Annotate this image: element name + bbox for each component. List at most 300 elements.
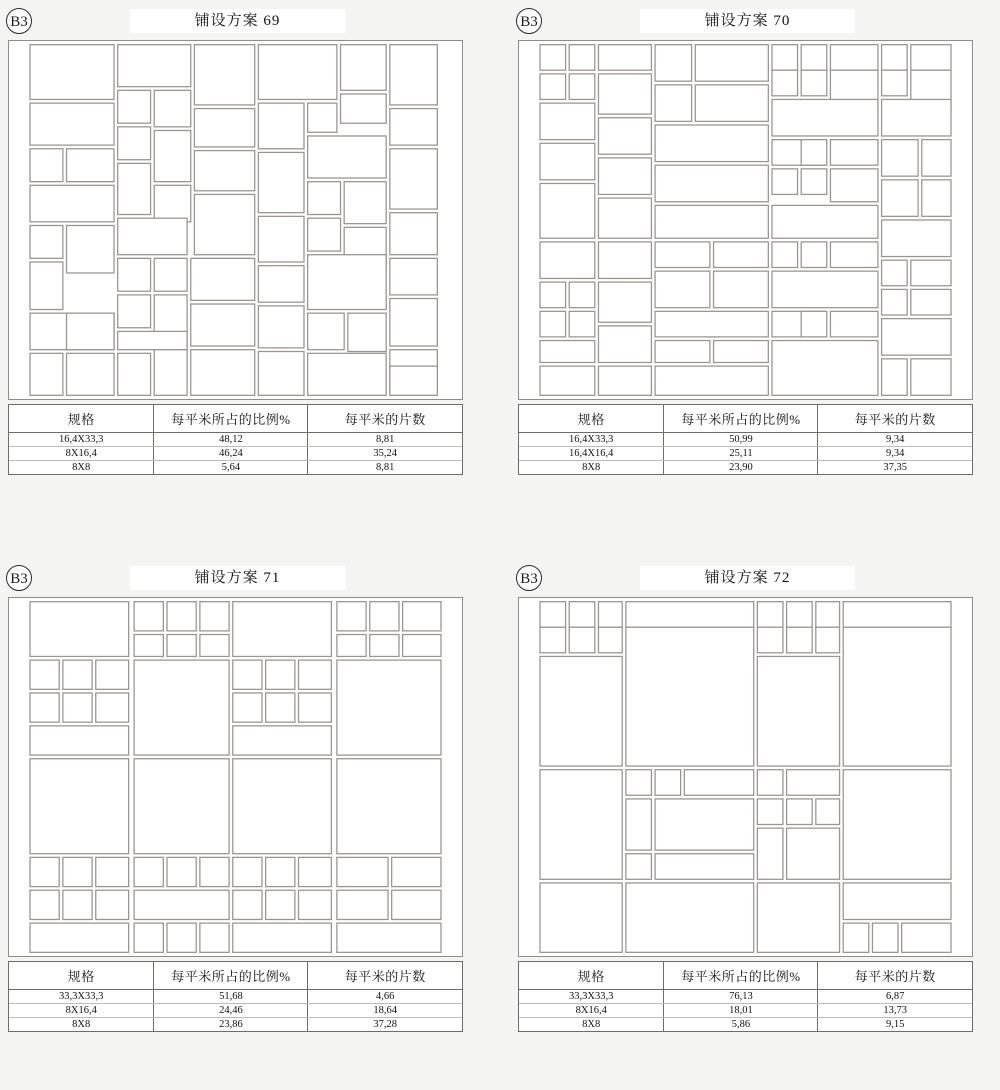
tile bbox=[258, 352, 304, 396]
table-row bbox=[9, 1004, 462, 1018]
tile bbox=[200, 857, 229, 886]
tile bbox=[911, 45, 951, 71]
cell-count: 9,15 bbox=[886, 1019, 905, 1030]
tile bbox=[167, 602, 196, 631]
tile bbox=[540, 366, 595, 395]
legend-header-spec: 规格 bbox=[519, 405, 664, 433]
table-row bbox=[519, 1004, 972, 1018]
tile bbox=[772, 341, 878, 396]
tile bbox=[266, 857, 295, 886]
tile bbox=[540, 282, 566, 308]
tile bbox=[258, 45, 337, 100]
tile bbox=[655, 770, 681, 796]
tile bbox=[370, 602, 399, 631]
tile bbox=[258, 103, 304, 149]
panel-header bbox=[510, 563, 980, 593]
tile bbox=[882, 289, 908, 315]
tile bbox=[787, 627, 813, 653]
tile bbox=[598, 602, 622, 628]
tile bbox=[626, 854, 652, 880]
tile bbox=[392, 890, 441, 919]
tile bbox=[757, 656, 839, 766]
tile bbox=[308, 103, 337, 132]
tile bbox=[902, 923, 951, 952]
tile bbox=[787, 770, 840, 796]
tile bbox=[194, 151, 254, 191]
tile bbox=[67, 313, 114, 350]
tile bbox=[390, 299, 437, 346]
tile bbox=[882, 319, 951, 356]
tile bbox=[569, 45, 595, 71]
tile-layout-diagram-70 bbox=[518, 40, 973, 400]
tile bbox=[772, 271, 878, 308]
tile bbox=[258, 216, 304, 262]
tile bbox=[569, 627, 595, 653]
tile bbox=[299, 857, 332, 886]
tile bbox=[882, 140, 919, 177]
tile bbox=[96, 857, 129, 886]
tile bbox=[830, 169, 877, 202]
tile bbox=[200, 602, 229, 631]
tile bbox=[191, 258, 255, 300]
tile bbox=[233, 759, 332, 854]
tile bbox=[655, 799, 754, 850]
cell-ratio: 18,01 bbox=[664, 1004, 818, 1018]
tile bbox=[714, 341, 769, 363]
tile bbox=[191, 304, 255, 346]
tile bbox=[390, 258, 437, 295]
tile bbox=[118, 295, 151, 328]
tile bbox=[772, 205, 878, 238]
tile bbox=[757, 883, 839, 952]
tile bbox=[598, 627, 622, 653]
tile bbox=[154, 90, 191, 127]
tile-layout-svg bbox=[519, 41, 972, 399]
tile bbox=[540, 311, 566, 337]
tile bbox=[540, 74, 566, 100]
tile bbox=[233, 923, 332, 952]
cell-spec: 8X16,4 bbox=[9, 1004, 154, 1018]
cell-count: 18,64 bbox=[308, 1004, 462, 1018]
cell-ratio: 24,46 bbox=[154, 1004, 308, 1018]
tile bbox=[882, 359, 908, 396]
tile bbox=[540, 602, 566, 628]
tile bbox=[569, 282, 595, 308]
cell-spec: 8X8 bbox=[9, 461, 154, 475]
tile bbox=[830, 45, 877, 71]
tile bbox=[344, 182, 386, 224]
tile bbox=[233, 890, 262, 919]
tile bbox=[337, 890, 388, 919]
tile bbox=[801, 242, 827, 268]
tile bbox=[801, 140, 827, 166]
tile bbox=[540, 627, 566, 653]
cell-spec: 16,4X33,3 bbox=[9, 433, 154, 447]
tile bbox=[540, 45, 566, 71]
panel-header bbox=[0, 6, 470, 36]
legend-header-ratio: 每平米所占的比例% bbox=[664, 405, 818, 433]
tile bbox=[569, 602, 595, 628]
cell-count: 6,87 bbox=[818, 990, 972, 1004]
legend-table-72 bbox=[518, 961, 973, 1032]
cell-spec: 16,4X16,4 bbox=[519, 447, 664, 461]
tile bbox=[167, 923, 196, 952]
tile bbox=[655, 165, 768, 202]
tile bbox=[299, 660, 332, 689]
tile bbox=[266, 890, 295, 919]
tile bbox=[134, 602, 163, 631]
tile bbox=[337, 857, 388, 886]
tile bbox=[843, 602, 951, 628]
tile bbox=[308, 255, 387, 310]
tile bbox=[390, 149, 437, 209]
tile bbox=[540, 770, 622, 880]
tile bbox=[191, 350, 255, 396]
tile bbox=[30, 353, 63, 395]
tile bbox=[655, 205, 768, 238]
tile bbox=[598, 74, 651, 114]
tile bbox=[757, 770, 783, 796]
tile bbox=[154, 185, 191, 222]
tile bbox=[30, 923, 129, 952]
tile bbox=[30, 890, 59, 919]
tile bbox=[30, 602, 129, 657]
tile bbox=[63, 890, 92, 919]
tile bbox=[772, 169, 798, 195]
tile bbox=[63, 660, 92, 689]
tile bbox=[655, 45, 692, 82]
tile bbox=[308, 218, 341, 251]
tile bbox=[911, 289, 951, 315]
tile bbox=[30, 262, 63, 309]
legend-header-count: 每平米的片数 bbox=[818, 962, 972, 990]
tile bbox=[67, 149, 114, 182]
tile bbox=[569, 74, 595, 100]
tile bbox=[757, 828, 783, 879]
tile bbox=[772, 45, 798, 71]
tile bbox=[540, 143, 595, 180]
cell-count: 13,73 bbox=[818, 1004, 972, 1018]
series-badge: B3 bbox=[6, 565, 32, 591]
tile bbox=[911, 260, 951, 286]
series-badge: B3 bbox=[516, 565, 542, 591]
tile bbox=[882, 70, 908, 96]
tile bbox=[194, 45, 254, 105]
panel-header bbox=[0, 563, 470, 593]
tile bbox=[695, 45, 768, 82]
tile bbox=[134, 857, 163, 886]
legend-header-count: 每平米的片数 bbox=[818, 405, 972, 433]
table-row bbox=[9, 1018, 462, 1032]
cell-ratio: 23,90 bbox=[664, 461, 818, 475]
table-row bbox=[9, 433, 462, 447]
tile-layout-svg bbox=[9, 598, 462, 956]
tile bbox=[626, 627, 754, 766]
panel-plan-70 bbox=[510, 6, 980, 473]
cell-count: 37,35 bbox=[883, 462, 908, 473]
tile bbox=[816, 627, 840, 653]
tile bbox=[233, 726, 332, 755]
tile bbox=[911, 359, 951, 396]
table-row bbox=[519, 1018, 972, 1032]
tile bbox=[30, 693, 59, 722]
page-title: 铺设方案 72 bbox=[640, 566, 855, 590]
cell-ratio: 25,11 bbox=[664, 447, 818, 461]
cell-ratio: 46,24 bbox=[154, 447, 308, 461]
tile bbox=[655, 854, 754, 880]
tile bbox=[626, 770, 652, 796]
tile bbox=[341, 94, 387, 123]
tile bbox=[403, 635, 441, 657]
tile bbox=[598, 282, 651, 322]
tile bbox=[337, 660, 441, 755]
tile bbox=[655, 311, 768, 337]
tile bbox=[772, 242, 798, 268]
tile bbox=[30, 225, 63, 258]
tile bbox=[341, 45, 387, 91]
tile bbox=[757, 627, 783, 653]
tile bbox=[540, 341, 595, 363]
tile bbox=[598, 118, 651, 155]
tile bbox=[392, 857, 441, 886]
panel-plan-71 bbox=[0, 563, 470, 1030]
cell-count: 9,34 bbox=[818, 447, 972, 461]
page-title: 铺设方案 69 bbox=[130, 9, 345, 33]
table-row bbox=[519, 990, 972, 1004]
cell-ratio: 5,86 bbox=[664, 1018, 818, 1032]
tile bbox=[194, 109, 254, 147]
cell-ratio: 76,13 bbox=[664, 990, 818, 1004]
tile bbox=[134, 923, 163, 952]
page-title: 铺设方案 71 bbox=[130, 566, 345, 590]
tile bbox=[714, 242, 769, 268]
tile bbox=[598, 45, 651, 71]
cell-spec: 8X8 bbox=[9, 1018, 154, 1032]
legend-table-69 bbox=[8, 404, 463, 475]
tile bbox=[772, 99, 878, 136]
tile bbox=[337, 602, 366, 631]
series-badge: B3 bbox=[6, 8, 32, 34]
tile bbox=[154, 258, 187, 291]
tile-layout-diagram-69 bbox=[8, 40, 463, 400]
tile bbox=[118, 258, 151, 291]
tile bbox=[540, 656, 622, 766]
tile bbox=[233, 693, 262, 722]
tile bbox=[233, 857, 262, 886]
tile bbox=[801, 70, 827, 96]
legend-header-count: 每平米的片数 bbox=[308, 962, 462, 990]
tile bbox=[118, 353, 151, 395]
tile bbox=[830, 140, 877, 166]
tile bbox=[801, 169, 827, 195]
tile bbox=[96, 660, 129, 689]
tile bbox=[233, 660, 262, 689]
cell-ratio: 50,99 bbox=[664, 433, 818, 447]
tile bbox=[200, 635, 229, 657]
tile bbox=[598, 158, 651, 195]
tile bbox=[258, 152, 304, 212]
tile bbox=[134, 660, 229, 755]
tile bbox=[626, 883, 754, 952]
tile bbox=[882, 99, 951, 136]
legend-header-ratio: 每平米所占的比例% bbox=[664, 962, 818, 990]
tile bbox=[96, 693, 129, 722]
tile bbox=[922, 140, 951, 177]
tile bbox=[30, 759, 129, 854]
tile bbox=[882, 260, 908, 286]
cell-ratio: 48,12 bbox=[154, 433, 308, 447]
tile bbox=[390, 109, 437, 146]
tile bbox=[655, 242, 710, 268]
tile bbox=[569, 311, 595, 337]
legend-header-ratio: 每平米所占的比例% bbox=[154, 962, 308, 990]
tile bbox=[134, 759, 229, 854]
cell-ratio: 5,64 bbox=[154, 461, 308, 475]
legend-header-spec: 规格 bbox=[9, 962, 154, 990]
tile bbox=[67, 353, 114, 395]
tile bbox=[390, 213, 437, 255]
table-row bbox=[9, 461, 462, 475]
tile bbox=[63, 693, 92, 722]
tile bbox=[96, 890, 129, 919]
panel-plan-69 bbox=[0, 6, 470, 473]
tile bbox=[63, 857, 92, 886]
tile bbox=[30, 857, 59, 886]
tile bbox=[801, 311, 827, 337]
panel-header bbox=[510, 6, 980, 36]
tile bbox=[118, 218, 187, 255]
tile bbox=[118, 45, 191, 87]
tile bbox=[540, 183, 595, 238]
tile bbox=[134, 890, 229, 919]
tile bbox=[816, 799, 840, 825]
tile bbox=[801, 45, 827, 71]
cell-spec: 8X8 bbox=[519, 1018, 664, 1032]
tile bbox=[540, 883, 622, 952]
tile bbox=[598, 326, 651, 363]
tile bbox=[787, 828, 840, 879]
tile bbox=[882, 45, 908, 71]
tile bbox=[598, 242, 651, 279]
tile bbox=[30, 45, 114, 100]
tile-layout-svg bbox=[9, 41, 462, 399]
panel-plan-72 bbox=[510, 563, 980, 1030]
table-row bbox=[519, 461, 972, 475]
cell-count: 37,28 bbox=[373, 1019, 398, 1030]
cell-ratio: 23,86 bbox=[154, 1018, 308, 1032]
tile bbox=[843, 883, 951, 920]
tile bbox=[598, 198, 651, 238]
tile bbox=[30, 149, 63, 182]
tile bbox=[308, 136, 387, 178]
tile bbox=[787, 602, 813, 628]
cell-count: 9,34 bbox=[818, 433, 972, 447]
tile bbox=[655, 271, 710, 308]
tile bbox=[757, 602, 783, 628]
tile bbox=[154, 350, 187, 396]
tile bbox=[626, 799, 652, 850]
tile bbox=[266, 660, 295, 689]
tile bbox=[540, 103, 595, 140]
tile bbox=[843, 627, 951, 766]
tile bbox=[30, 185, 114, 222]
tile bbox=[843, 770, 951, 880]
tile bbox=[830, 311, 877, 337]
tile bbox=[872, 923, 898, 952]
tile bbox=[30, 660, 59, 689]
tile bbox=[67, 225, 114, 272]
tile bbox=[655, 341, 710, 363]
tile bbox=[30, 103, 114, 145]
cell-ratio: 51,68 bbox=[154, 990, 308, 1004]
legend-header-ratio: 每平米所占的比例% bbox=[154, 405, 308, 433]
tile bbox=[299, 693, 332, 722]
table-row bbox=[9, 990, 462, 1004]
tile bbox=[308, 313, 345, 350]
tile-layout-diagram-71 bbox=[8, 597, 463, 957]
legend-header-spec: 规格 bbox=[9, 405, 154, 433]
legend-header-count: 每平米的片数 bbox=[308, 405, 462, 433]
tile bbox=[370, 635, 399, 657]
tile bbox=[882, 220, 951, 257]
tile bbox=[194, 194, 254, 254]
cell-spec: 16,4X33,3 bbox=[519, 433, 664, 447]
tile bbox=[390, 366, 437, 395]
tile bbox=[233, 602, 332, 657]
cell-count: 8,81 bbox=[376, 462, 395, 473]
tile bbox=[337, 635, 366, 657]
tile bbox=[154, 131, 191, 182]
tile bbox=[830, 242, 877, 268]
cell-spec: 33,3X33,3 bbox=[519, 990, 664, 1004]
cell-count: 4,66 bbox=[308, 990, 462, 1004]
cell-spec: 8X8 bbox=[519, 461, 664, 475]
tile bbox=[258, 306, 304, 348]
tile bbox=[390, 45, 437, 105]
tile bbox=[118, 127, 151, 160]
tile bbox=[258, 266, 304, 303]
tile bbox=[167, 635, 196, 657]
tile bbox=[714, 271, 769, 308]
tile bbox=[30, 726, 129, 755]
tile bbox=[626, 602, 754, 628]
cell-count: 8,81 bbox=[308, 433, 462, 447]
table-row bbox=[9, 447, 462, 461]
legend-table-70 bbox=[518, 404, 973, 475]
legend-header-spec: 规格 bbox=[519, 962, 664, 990]
tile bbox=[772, 70, 798, 96]
tile bbox=[266, 693, 295, 722]
tile bbox=[882, 180, 919, 217]
tile bbox=[167, 857, 196, 886]
tile bbox=[843, 923, 869, 952]
tile-layout-svg bbox=[519, 598, 972, 956]
tile bbox=[348, 313, 386, 351]
cell-count: 35,24 bbox=[308, 447, 462, 461]
cell-spec: 33,3X33,3 bbox=[9, 990, 154, 1004]
tile bbox=[308, 353, 387, 395]
series-badge: B3 bbox=[516, 8, 542, 34]
tile bbox=[757, 799, 783, 825]
tile bbox=[118, 331, 187, 349]
tile bbox=[695, 85, 768, 122]
tile bbox=[308, 182, 341, 215]
page-title: 铺设方案 70 bbox=[640, 9, 855, 33]
tile bbox=[337, 923, 441, 952]
tile bbox=[118, 163, 151, 214]
tile bbox=[299, 890, 332, 919]
cell-spec: 8X16,4 bbox=[519, 1004, 664, 1018]
